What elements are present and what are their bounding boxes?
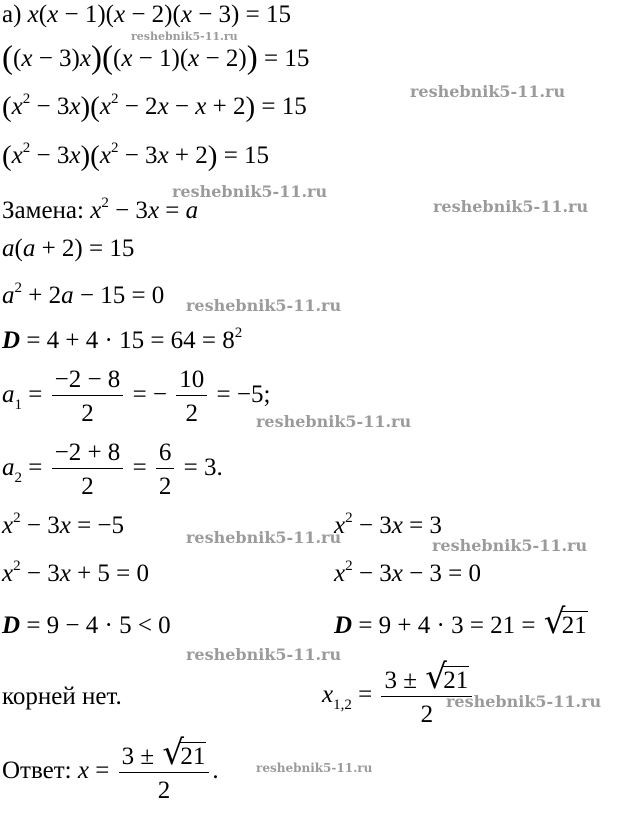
substitution-line: Замена: $x^2 - 3x = a$ <box>2 195 199 224</box>
substitution-label: Замена: <box>2 197 84 224</box>
watermark: reshebnik5-11.ru <box>256 412 412 431</box>
root-a1: $a_1$ = $\frac{-2 - 8}{2}$ = − $\frac{10}{2}$ = −5; <box>2 366 271 427</box>
watermark: reshebnik5-11.ru <box>432 536 588 555</box>
equation-in-a: a(a + 2) = 15 <box>2 235 135 262</box>
equation-original: а) x(x − 1)(x − 2)(x − 3) = 15 <box>2 1 291 28</box>
fraction-a1: $\frac{-2 - 8}{2}$ <box>52 367 124 426</box>
fraction-x12: 3 ± √ 21 2 <box>381 666 472 727</box>
watermark: reshebnik5-11.ru <box>186 645 342 664</box>
watermark: reshebnik5-11.ru <box>131 30 238 43</box>
equation-expanded: $(x^2 - 3x)(x^2 - 2x - x + 2) = 15$ <box>2 91 307 123</box>
watermark: reshebnik5-11.ru <box>186 296 342 315</box>
root-a2: $a_2$ = $\frac{-2 + 8}{2}$ = $\frac{6}{2}$ = 3. <box>2 439 223 500</box>
no-roots-text: корней нет. <box>2 683 122 710</box>
watermark: reshebnik5-11.ru <box>172 182 328 201</box>
part-label: а) <box>2 1 22 28</box>
case2-quadratic: $x^2 - 3x - 3 = 0$ <box>334 558 482 587</box>
equation-grouped: ((x − 3)x)((x − 1)(x − 2)) = 15 <box>2 40 310 76</box>
discriminant-a: $D = 4 + 4 \cdot 15 = 64 = 8^2$ <box>2 325 243 354</box>
equation-simplified: $(x^2 - 3x)(x^2 - 3x + 2) = 15$ <box>2 140 270 172</box>
fraction-a2: $\frac{-2 + 8}{2}$ <box>52 440 124 499</box>
fraction-answer: 3 ± √ 21 2 <box>119 742 210 803</box>
fraction-six-halves: $\frac{6}{2}$ <box>156 440 175 499</box>
case2-equation: $x^2 - 3x = 3$ <box>334 510 442 539</box>
case2-discriminant: D = 9 + 4 · 3 = 21 = √ 21 <box>334 602 587 642</box>
case1-equation: $x^2 - 3x = -5$ <box>2 510 125 539</box>
answer-label: Ответ: <box>2 757 72 785</box>
roots-x12: $x_{1,2}$ = 3 ± √ 21 2 <box>322 666 475 727</box>
watermark: reshebnik5-11.ru <box>446 692 602 711</box>
watermark: reshebnik5-11.ru <box>410 82 566 101</box>
quadratic-in-a: $a^2 + 2a - 15 = 0$ <box>2 280 165 309</box>
watermark: reshebnik5-11.ru <box>186 528 342 547</box>
answer-line: Ответ: x = 3 ± √ 21 2 . <box>2 733 219 804</box>
case1-discriminant: D = 9 − 4 · 5 < 0 <box>2 612 171 639</box>
watermark: reshebnik5-11.ru <box>256 761 373 775</box>
fraction-ten-halves: $\frac{10}{2}$ <box>176 367 207 426</box>
sqrt-21: √ 21 <box>543 602 587 642</box>
case1-quadratic: $x^2 - 3x + 5 = 0$ <box>2 558 150 587</box>
watermark: reshebnik5-11.ru <box>433 197 589 216</box>
